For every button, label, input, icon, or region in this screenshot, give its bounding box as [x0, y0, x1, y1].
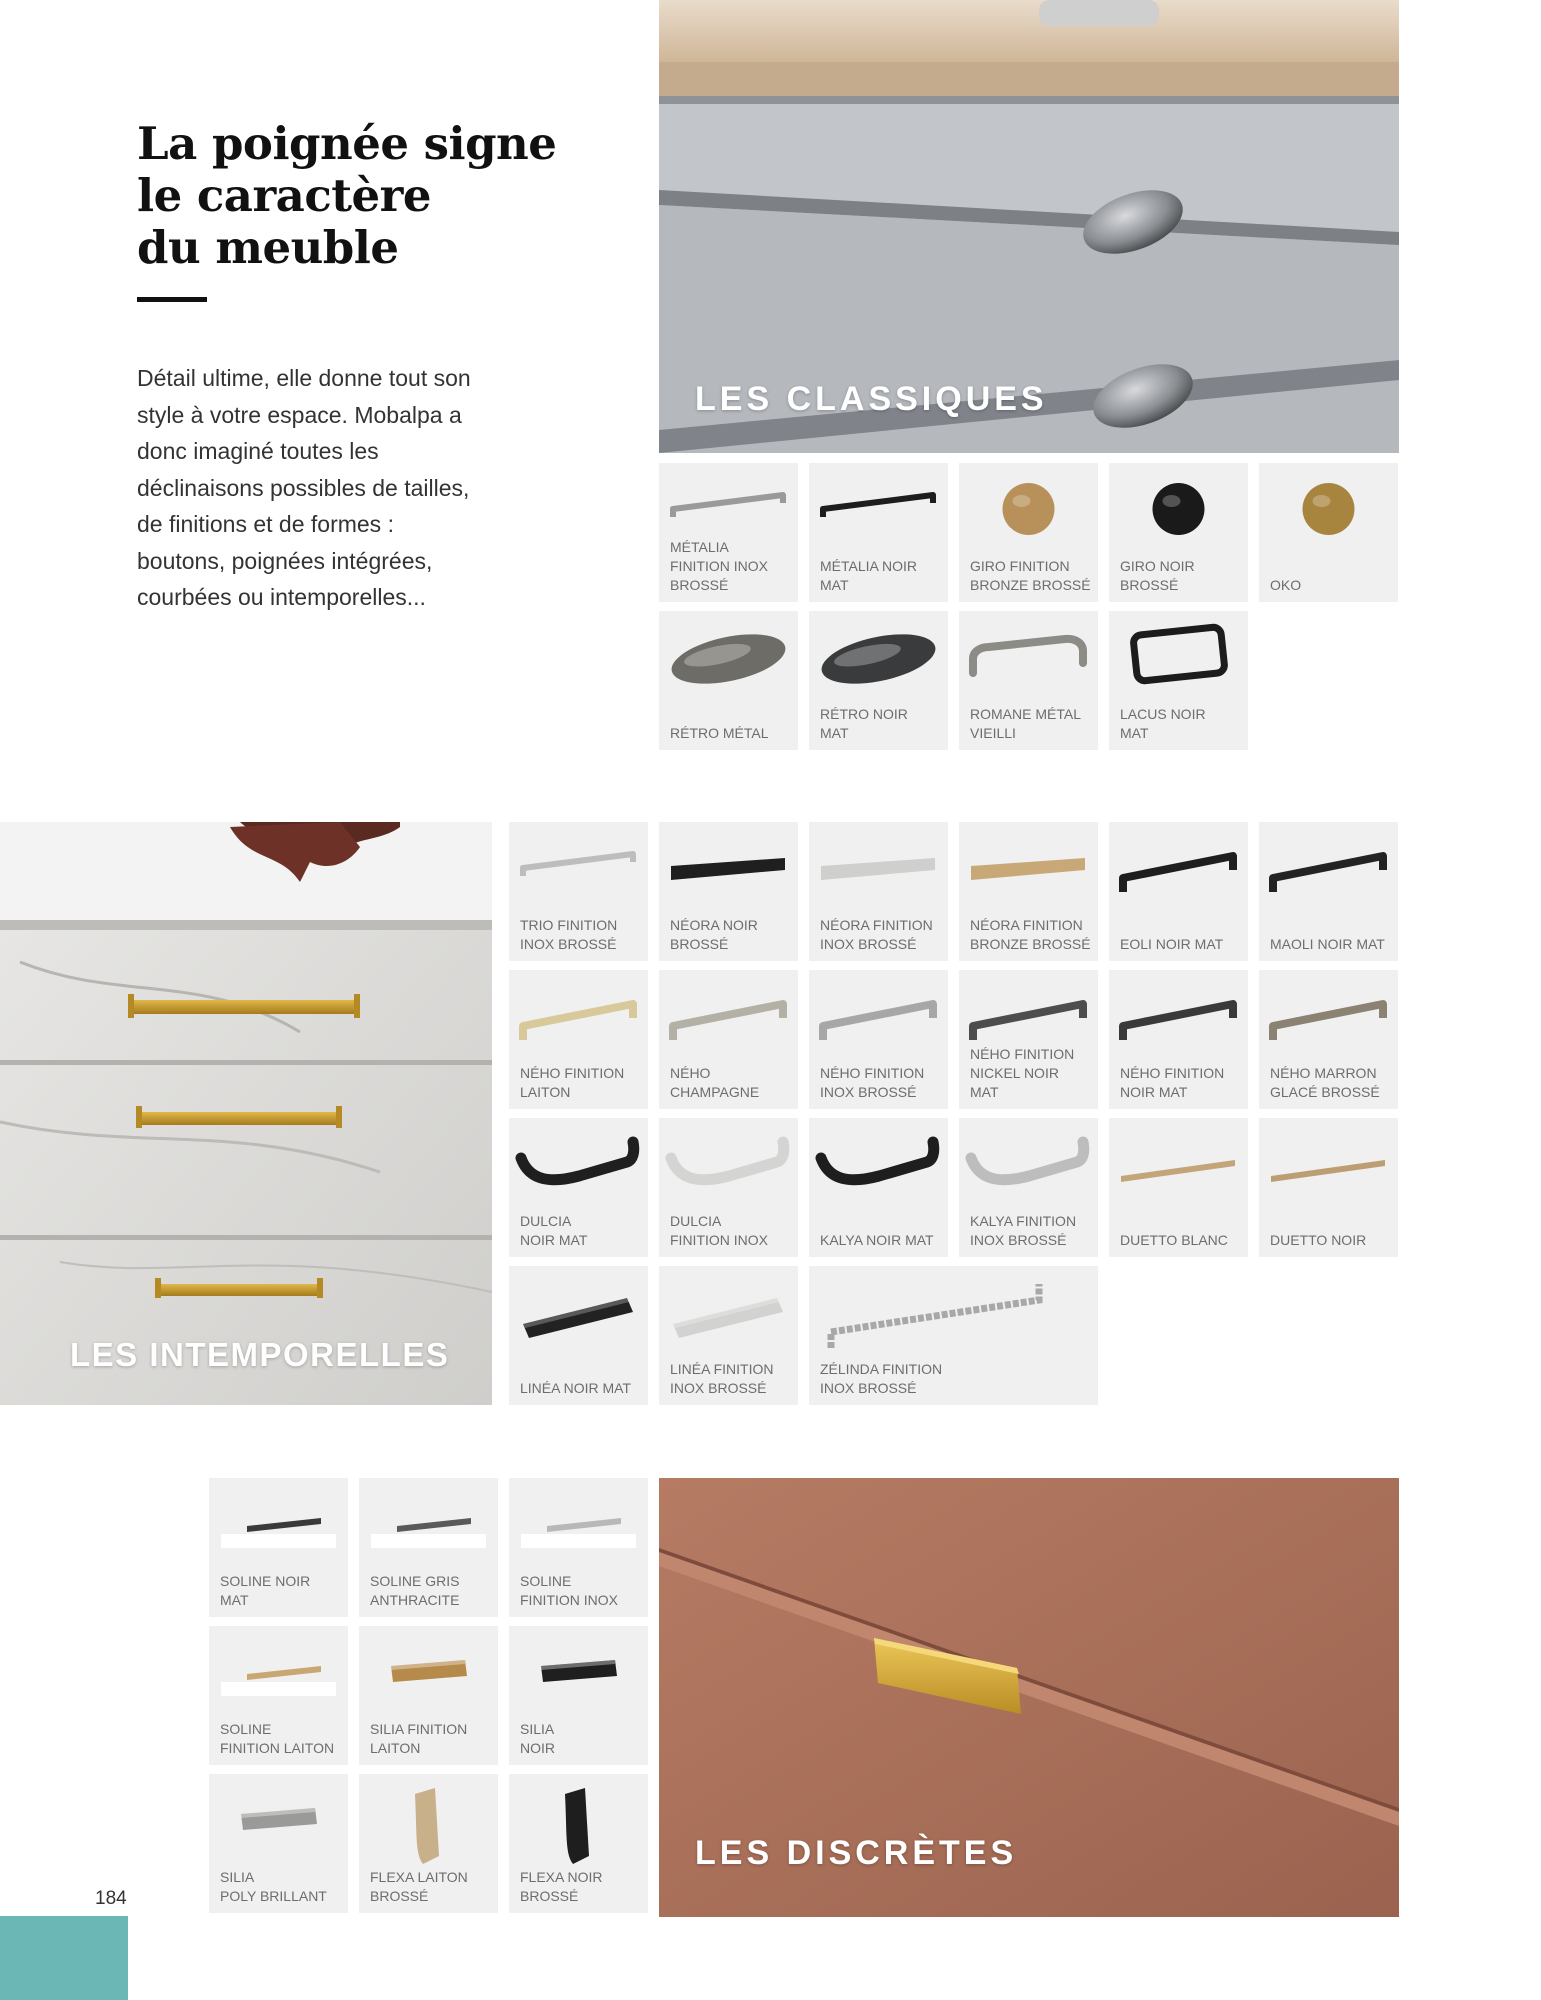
product-name-line: SILIA — [220, 1869, 255, 1885]
product-name — [520, 1572, 644, 1610]
profile-bar-icon — [659, 1266, 798, 1366]
edge-profile-icon — [209, 1626, 348, 1726]
product-name-line: NOIR MAT — [1120, 1084, 1188, 1100]
product-tile — [659, 463, 798, 602]
product-name-line: DUETTO NOIR — [1270, 1232, 1367, 1248]
edge-pull-icon — [359, 1626, 498, 1726]
title-line: du meuble — [137, 221, 399, 274]
product-name-line: NOIR — [520, 1740, 555, 1756]
curved-handle-icon — [659, 1118, 798, 1218]
product-tile — [659, 611, 798, 750]
ring-handle-icon — [1109, 611, 1248, 711]
product-name — [1270, 1064, 1394, 1102]
product-name — [520, 1720, 644, 1758]
product-tile — [659, 1118, 798, 1257]
product-name-line: GLACÉ BROSSÉ — [1270, 1084, 1380, 1100]
product-name-line: MAOLI NOIR MAT — [1270, 936, 1385, 952]
product-name-line: NÉHO FINITION — [970, 1046, 1075, 1062]
product-tile — [1259, 970, 1398, 1109]
product-name — [820, 1064, 944, 1102]
product-name-line: SOLINE GRIS — [370, 1573, 460, 1589]
product-tile — [509, 1118, 648, 1257]
product-tile — [509, 1266, 648, 1405]
product-name-line: NÉORA FINITION — [970, 917, 1083, 933]
product-name-line: NÉHO — [670, 1065, 711, 1081]
intro-line: de finitions et de formes : — [137, 511, 394, 537]
product-tile — [1109, 822, 1248, 961]
product-name — [520, 1379, 644, 1398]
product-tile — [509, 1774, 648, 1913]
product-name-line: SOLINE — [220, 1721, 272, 1737]
product-tile — [509, 1478, 648, 1617]
thin-bar-icon — [1259, 1118, 1398, 1218]
marble-drawer-illustration — [0, 822, 492, 1405]
product-name-line: POLY BRILLANT — [220, 1888, 327, 1904]
product-name-line: INOX BROSSÉ — [520, 936, 617, 952]
product-name — [370, 1868, 494, 1906]
twisted-bar-icon — [809, 1266, 1098, 1366]
product-name — [220, 1868, 344, 1906]
product-name-line: SOLINE NOIR — [220, 1573, 311, 1589]
product-tile — [1109, 970, 1248, 1109]
product-name — [1270, 935, 1394, 954]
product-name-line: INOX BROSSÉ — [820, 936, 917, 952]
knob-icon — [1259, 463, 1398, 563]
product-name-line: NICKEL NOIR — [970, 1065, 1059, 1081]
product-name-line: LINÉA FINITION — [670, 1361, 774, 1377]
product-tile — [659, 1266, 798, 1405]
product-name-line: KALYA NOIR MAT — [820, 1232, 934, 1248]
product-name-line: BROSSÉ — [370, 1888, 429, 1904]
product-name-line: FLEXA LAITON — [370, 1869, 468, 1885]
product-name-line: OKO — [1270, 577, 1302, 593]
product-tile — [959, 970, 1098, 1109]
title-line: La poignée signe — [137, 117, 557, 170]
product-name-line: MAT — [820, 577, 849, 593]
product-tile — [509, 1626, 648, 1765]
product-name-line: NÉHO MARRON — [1270, 1065, 1377, 1081]
product-tile — [1259, 822, 1398, 961]
product-name — [670, 1064, 794, 1102]
title-line: le caractère — [137, 169, 431, 222]
product-name — [220, 1572, 344, 1610]
curved-handle-icon — [959, 1118, 1098, 1218]
product-tile — [959, 611, 1098, 750]
edge-profile-icon — [359, 1478, 498, 1578]
product-name — [970, 1045, 1094, 1102]
product-name — [970, 1212, 1094, 1250]
knob-icon — [1109, 463, 1248, 563]
product-name — [670, 916, 794, 954]
product-tile — [209, 1774, 348, 1913]
product-name-line: GIRO FINITION — [970, 558, 1070, 574]
u-bar-icon — [1109, 970, 1248, 1070]
product-tile — [359, 1626, 498, 1765]
product-name-line: SILIA — [520, 1721, 555, 1737]
product-name-line: NOIR MAT — [520, 1232, 588, 1248]
product-name-line: ANTHRACITE — [370, 1592, 460, 1608]
curved-handle-icon — [509, 1118, 648, 1218]
product-name-line: EOLI NOIR MAT — [1120, 936, 1224, 952]
product-tile — [1109, 463, 1248, 602]
flat-bar-icon — [959, 822, 1098, 922]
product-name-line: INOX BROSSÉ — [970, 1232, 1067, 1248]
u-bar-icon — [659, 970, 798, 1070]
product-name — [1270, 576, 1394, 595]
product-tile — [1259, 1118, 1398, 1257]
product-name-line: BROSSÉ — [670, 577, 729, 593]
product-name-line: MÉTALIA NOIR — [820, 558, 917, 574]
product-name-line: NÉORA NOIR — [670, 917, 758, 933]
intro-line: Détail ultime, elle donne tout son — [137, 365, 471, 391]
product-name — [670, 1360, 794, 1398]
product-name-line: ROMANE MÉTAL — [970, 706, 1081, 722]
product-tile — [1109, 1118, 1248, 1257]
product-name-line: INOX BROSSÉ — [820, 1084, 917, 1100]
product-name — [520, 916, 644, 954]
flexa-handle-icon — [509, 1774, 648, 1874]
product-name-line: DUETTO BLANC — [1120, 1232, 1228, 1248]
intro-text — [137, 360, 557, 616]
product-name-line: RÉTRO NOIR — [820, 706, 908, 722]
product-name — [970, 557, 1094, 595]
product-name — [820, 705, 944, 743]
product-name-line: DULCIA — [670, 1213, 722, 1229]
knob-icon — [959, 463, 1098, 563]
product-tile — [209, 1626, 348, 1765]
u-bar-icon — [1109, 822, 1248, 922]
product-name-line: BRONZE BROSSÉ — [970, 936, 1091, 952]
product-name — [1120, 705, 1244, 743]
product-name-line: DULCIA — [520, 1213, 572, 1229]
product-tile — [809, 463, 948, 602]
product-name — [820, 1231, 944, 1250]
u-bar-icon — [1259, 822, 1398, 922]
product-name — [370, 1572, 494, 1610]
product-name-line: LAITON — [520, 1084, 571, 1100]
section-label-discretes: LES DISCRÈTES — [695, 1834, 1018, 1872]
product-name-line: INOX BROSSÉ — [820, 1380, 917, 1396]
edge-profile-icon — [209, 1478, 348, 1578]
product-name — [820, 557, 944, 595]
flat-bar-icon — [809, 822, 948, 922]
intro-line: boutons, poignées intégrées, — [137, 547, 433, 574]
product-name-line: NÉHO FINITION — [1120, 1065, 1225, 1081]
intro-line: style à votre espace. Mobalpa a — [137, 401, 462, 428]
title-underline — [137, 297, 207, 302]
product-name — [670, 1212, 794, 1250]
product-tile — [209, 1478, 348, 1617]
product-tile — [659, 822, 798, 961]
product-name-line: SOLINE — [520, 1573, 572, 1589]
product-name — [670, 538, 794, 595]
product-tile — [809, 822, 948, 961]
product-name — [970, 705, 1094, 743]
product-name — [220, 1720, 344, 1758]
product-name-line: MAT — [1120, 725, 1149, 741]
product-name-line: MAT — [820, 725, 849, 741]
product-name-line: GIRO NOIR — [1120, 558, 1195, 574]
product-name-line: FLEXA NOIR — [520, 1869, 603, 1885]
product-name — [1120, 935, 1244, 954]
page-number: 184 — [95, 1888, 127, 1909]
product-name — [520, 1064, 644, 1102]
product-name-line: TRIO FINITION — [520, 917, 618, 933]
flat-bar-icon — [659, 822, 798, 922]
product-name-line: CHAMPAGNE — [670, 1084, 760, 1100]
product-name — [970, 916, 1094, 954]
product-tile — [809, 611, 948, 750]
product-name-line: BROSSÉ — [520, 1888, 579, 1904]
product-name-line: LACUS NOIR — [1120, 706, 1206, 722]
product-name-line: MÉTALIA — [670, 539, 729, 555]
product-name-line: FINITION INOX — [670, 1232, 768, 1248]
curved-handle-icon — [809, 1118, 948, 1218]
edge-pull-icon — [509, 1626, 648, 1726]
bar-handle-icon — [509, 822, 648, 922]
product-name-line: KALYA FINITION — [970, 1213, 1077, 1229]
discretes-photo — [659, 1478, 1399, 1917]
product-name — [820, 916, 944, 954]
cup-handle-icon — [659, 611, 798, 711]
product-tile — [959, 463, 1098, 602]
product-tile — [509, 822, 648, 961]
intro-line: donc imaginé toutes les — [137, 438, 379, 464]
product-tile — [659, 970, 798, 1109]
product-name — [520, 1212, 644, 1250]
bar-handle-icon — [809, 463, 948, 563]
u-bar-icon — [1259, 970, 1398, 1070]
product-tile — [509, 970, 648, 1109]
section-label-intemporelles: LES INTEMPORELLES — [70, 1336, 450, 1373]
product-name — [1120, 1064, 1244, 1102]
product-name-line: LAITON — [370, 1740, 421, 1756]
product-name-line: LINÉA NOIR MAT — [520, 1380, 631, 1396]
cup-handle-icon — [809, 611, 948, 711]
product-tile — [809, 970, 948, 1109]
product-name — [820, 1360, 1094, 1398]
product-tile — [1259, 463, 1398, 602]
product-tile — [359, 1478, 498, 1617]
product-name-line: MAT — [220, 1592, 249, 1608]
product-name-line: SILIA FINITION — [370, 1721, 468, 1737]
product-name — [520, 1868, 644, 1906]
product-name-line: BRONZE BROSSÉ — [970, 577, 1091, 593]
product-name-line: FINITION INOX — [670, 558, 768, 574]
profile-bar-icon — [509, 1266, 648, 1366]
product-name — [1120, 1231, 1244, 1250]
product-name-line: INOX BROSSÉ — [670, 1380, 767, 1396]
product-name-line: BROSSÉ — [1120, 577, 1179, 593]
product-name-line: BROSSÉ — [670, 936, 729, 952]
product-name — [1120, 557, 1244, 595]
product-name-line: FINITION INOX — [520, 1592, 618, 1608]
section-label-classiques: LES CLASSIQUES — [695, 380, 1048, 418]
product-tile — [959, 1118, 1098, 1257]
product-name-line: MAT — [970, 1084, 999, 1100]
product-name-line: NÉORA FINITION — [820, 917, 933, 933]
flexa-handle-icon — [359, 1774, 498, 1874]
product-tile — [809, 1118, 948, 1257]
page-title — [137, 118, 597, 274]
product-tile — [809, 1266, 1098, 1405]
product-name-line: VIEILLI — [970, 725, 1016, 741]
arch-handle-icon — [959, 611, 1098, 711]
product-name-line: NÉHO FINITION — [520, 1065, 625, 1081]
edge-profile-icon — [509, 1478, 648, 1578]
product-tile — [959, 822, 1098, 961]
intro-line: courbées ou intemporelles... — [137, 584, 426, 610]
page-corner-accent — [0, 1916, 128, 2000]
u-bar-icon — [509, 970, 648, 1070]
product-name — [670, 724, 794, 743]
classiques-photo — [659, 0, 1399, 453]
product-name-line: ZÉLINDA FINITION — [820, 1361, 943, 1377]
product-name — [1270, 1231, 1394, 1250]
intro-line: déclinaisons possibles de tailles, — [137, 474, 470, 501]
u-bar-icon — [809, 970, 948, 1070]
product-tile — [1109, 611, 1248, 750]
product-name-line: FINITION LAITON — [220, 1740, 335, 1756]
edge-pull-icon — [209, 1774, 348, 1874]
product-name — [370, 1720, 494, 1758]
thin-bar-icon — [1109, 1118, 1248, 1218]
product-name-line: RÉTRO MÉTAL — [670, 725, 769, 741]
intemporelles-photo — [0, 822, 492, 1405]
product-name-line: NÉHO FINITION — [820, 1065, 925, 1081]
product-tile — [359, 1774, 498, 1913]
